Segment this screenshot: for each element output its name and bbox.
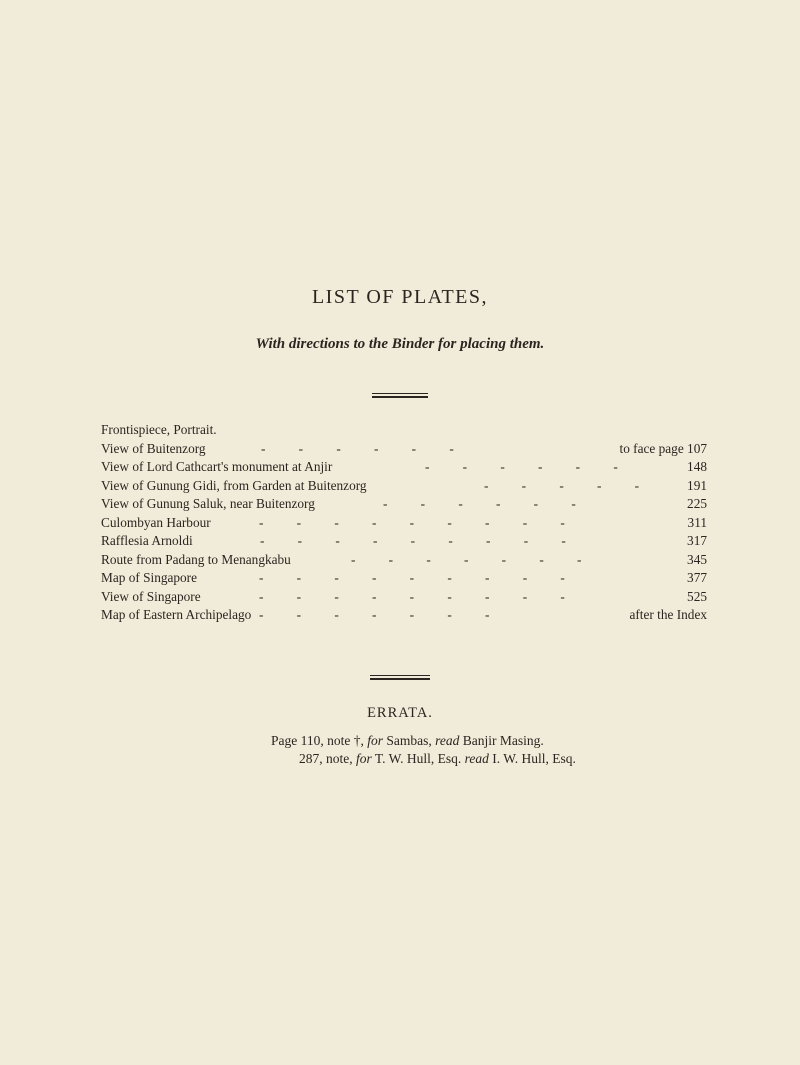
- list-item: [101, 569, 707, 588]
- leader-dashes: - - - - - -: [425, 459, 618, 474]
- page-title: LIST OF PLATES,: [311, 286, 489, 308]
- plate-placement: 525: [687, 588, 707, 604]
- plate-title: Map of Eastern Archipelago: [101, 607, 252, 622]
- errata-correct: I. W. Hull, Esq.: [492, 751, 576, 766]
- errata-line: [271, 733, 544, 749]
- leader-dashes: - - - - - - - - -: [260, 533, 566, 548]
- plate-title: View of Gunung Saluk, near Buitenzorg: [101, 496, 315, 511]
- list-item: [101, 514, 707, 533]
- errata-for: for: [356, 751, 372, 766]
- list-item: [101, 588, 707, 607]
- leader-dashes: - - - - - - -: [259, 607, 490, 622]
- plate-title: View of Gunung Gidi, from Garden at Buitenzorg: [101, 477, 367, 493]
- plate-placement: after the Index: [629, 607, 707, 622]
- plate-title: Map of Singapore: [101, 570, 198, 585]
- plate-placement: 191: [687, 477, 707, 493]
- list-item: [101, 532, 707, 551]
- errata-wrong: T. W. Hull, Esq.: [374, 751, 462, 766]
- list-item: [101, 440, 707, 459]
- plate-placement: 225: [687, 496, 707, 511]
- page-subtitle: With directions to the Binder for placing them.: [255, 336, 545, 352]
- plate-placement: to face page 107: [619, 440, 707, 456]
- list-item: [101, 458, 707, 477]
- leader-dashes: - - - - - - - - -: [259, 514, 565, 530]
- list-item: [101, 551, 707, 570]
- plate-title: View of Lord Cathcart's monument at Anjir: [101, 459, 333, 474]
- leader-dashes: - - - - - -: [383, 496, 576, 511]
- errata-correct: Banjir Masing.: [462, 733, 544, 748]
- list-item: [101, 477, 707, 496]
- list-item: [101, 421, 707, 440]
- errata-ref: 287, note,: [299, 751, 353, 766]
- plate-title: View of Buitenzorg: [101, 440, 206, 456]
- errata-divider-thick: [370, 678, 430, 680]
- errata-ref: Page 110, note †,: [271, 733, 364, 748]
- errata-for: for: [367, 733, 383, 748]
- plate-placement: 345: [687, 551, 707, 567]
- plate-placement: 311: [687, 514, 707, 530]
- plates-list: [101, 421, 707, 625]
- leader-dashes: - - - - -: [484, 477, 640, 493]
- top-divider: [372, 393, 428, 394]
- plate-placement: 377: [687, 570, 707, 585]
- leader-dashes: - - - - - - - - -: [259, 570, 565, 585]
- errata-read: read: [435, 733, 460, 748]
- leader-dashes: - - - - - - -: [351, 551, 582, 567]
- errata-heading: ERRATA.: [367, 705, 433, 721]
- plate-placement: 148: [687, 459, 707, 474]
- plate-title: Rafflesia Arnoldi: [101, 533, 193, 548]
- leader-dashes: - - - - - -: [261, 440, 454, 456]
- top-divider-thick: [372, 396, 428, 398]
- errata-divider: [370, 675, 430, 676]
- errata-read: read: [464, 751, 489, 766]
- list-item: [101, 606, 707, 625]
- plate-title: Route from Padang to Menangkabu: [101, 551, 291, 567]
- leader-dashes: - - - - - - - - -: [259, 588, 565, 604]
- plate-placement: 317: [687, 533, 707, 548]
- errata-line: [299, 751, 576, 767]
- plate-title: Culombyan Harbour: [101, 514, 211, 530]
- errata-wrong: Sambas,: [386, 733, 432, 748]
- plate-title: Frontispiece, Portrait.: [101, 422, 217, 437]
- list-item: [101, 495, 707, 514]
- plate-title: View of Singapore: [101, 588, 201, 604]
